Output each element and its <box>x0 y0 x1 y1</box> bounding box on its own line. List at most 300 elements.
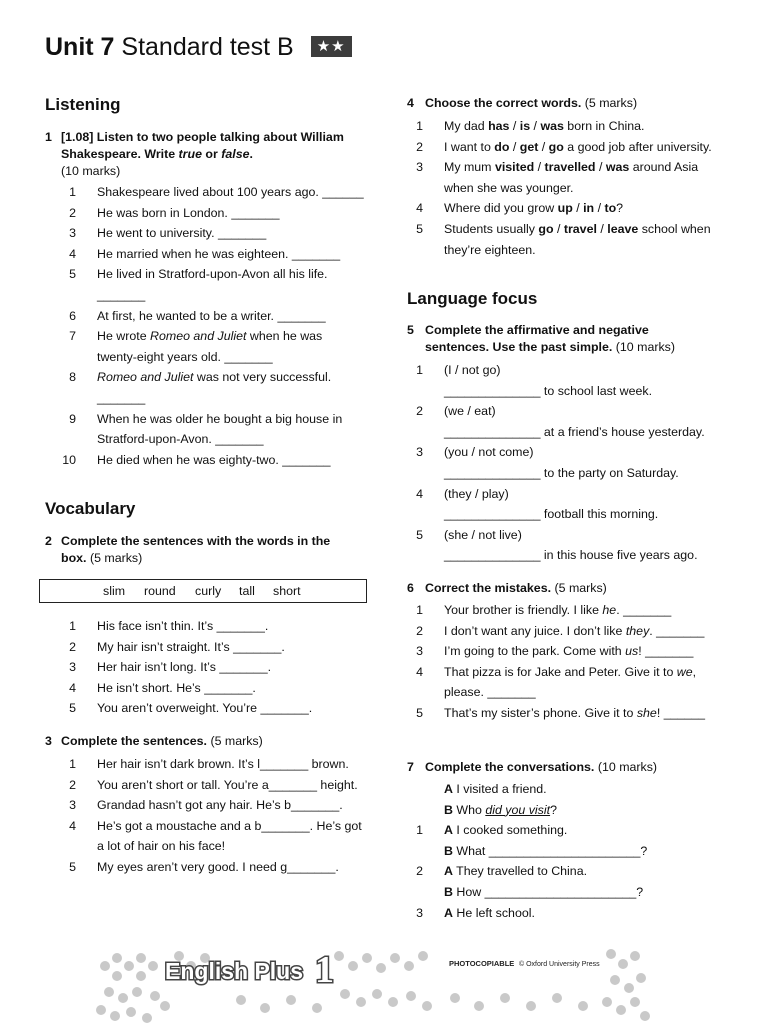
text-part: please. _______ <box>444 685 536 700</box>
pattern-dot <box>630 951 640 961</box>
list-item <box>409 219 739 240</box>
list-item <box>409 360 739 381</box>
unit-label: Unit 7 <box>45 33 115 61</box>
section-language-focus-heading: Language focus <box>407 289 538 308</box>
pattern-dot <box>624 983 634 993</box>
text-part: born in China. <box>563 119 645 133</box>
list-item <box>409 621 739 642</box>
item-text: twenty-eight years old. _______ <box>97 349 273 364</box>
text-part: / <box>509 119 520 133</box>
item-text <box>444 882 739 903</box>
list-item <box>62 367 392 388</box>
item-text: He isn’t short. He’s _______. <box>97 680 256 695</box>
question-text: Choose the correct words. <box>425 96 582 110</box>
word-option: has <box>488 119 510 133</box>
item-number: 3 <box>69 798 76 813</box>
list-item <box>409 401 739 422</box>
text-part: / <box>572 201 584 216</box>
item-number: 2 <box>416 623 423 638</box>
pattern-dot <box>390 953 400 963</box>
question-number: 5 <box>407 323 414 337</box>
pattern-dot <box>126 1007 136 1017</box>
pattern-dot <box>602 997 612 1007</box>
item-text: _______ <box>97 288 146 302</box>
item-text <box>444 861 739 882</box>
list-item <box>62 244 392 265</box>
pattern-dot <box>376 963 386 973</box>
speaker-label: B <box>444 843 453 858</box>
list-item <box>409 442 739 463</box>
pattern-dot <box>422 1001 432 1011</box>
list-item <box>62 264 392 285</box>
pattern-dot <box>388 997 398 1007</box>
list-item <box>62 409 392 430</box>
pattern-dot <box>340 989 350 999</box>
text-part: around Asia <box>629 160 699 175</box>
list-item <box>62 678 392 699</box>
text-part: He left school. <box>456 905 535 920</box>
item-text: When he was older he bought a big house in <box>97 411 343 426</box>
question-2-instruction <box>45 533 355 567</box>
item-number: 6 <box>69 308 76 323</box>
item-number: 1 <box>69 185 76 199</box>
pattern-dot <box>260 1003 270 1013</box>
pattern-dot <box>578 1001 588 1011</box>
word-box <box>39 579 367 603</box>
pattern-dot <box>312 1003 322 1013</box>
list-item <box>409 422 739 443</box>
word-option: up <box>557 201 573 216</box>
item-text: Grandad hasn’t got any hair. He’s b_______. <box>97 798 343 813</box>
item-number: 4 <box>416 201 423 216</box>
item-number: 1 <box>69 619 76 633</box>
text-part: / <box>509 139 520 154</box>
text-part: Where did you grow <box>444 201 558 216</box>
pattern-dot <box>348 961 358 971</box>
pattern-dot <box>616 1005 626 1015</box>
pattern-dot <box>124 961 134 971</box>
question-number: 4 <box>407 96 414 110</box>
item-number: 9 <box>69 411 76 426</box>
list-item <box>62 223 392 244</box>
item-text <box>444 116 739 137</box>
title-italic: Romeo and Juliet <box>150 329 247 344</box>
item-number: 2 <box>416 864 423 879</box>
pattern-dot <box>526 1001 536 1011</box>
item-text <box>444 198 739 219</box>
item-text: He died when he was eighty-two. _______ <box>97 452 331 467</box>
text-part: What ______________________? <box>456 843 648 858</box>
item-text: (you / not come) <box>444 445 534 460</box>
pattern-dot <box>474 1001 484 1011</box>
text-part: / <box>553 222 564 236</box>
question-marks: (5 marks) <box>554 581 607 595</box>
word-option: in <box>583 201 595 216</box>
list-item <box>409 800 739 821</box>
list-item <box>62 795 392 816</box>
question-text: Correct the mistakes. <box>425 581 552 595</box>
text-part: school when <box>638 222 711 236</box>
text-part: . _______ <box>649 623 705 638</box>
item-number: 7 <box>69 329 76 344</box>
list-item <box>62 857 392 878</box>
item-text: (they / play) <box>444 486 509 501</box>
list-item <box>62 450 392 471</box>
item-number: 10 <box>62 452 76 467</box>
box-word: slim <box>103 584 126 598</box>
item-text: ______________ at a friend’s house yesterday. <box>444 424 705 439</box>
item-text <box>444 779 739 800</box>
text-part: They travelled to China. <box>456 864 588 879</box>
item-text <box>444 682 739 703</box>
item-text <box>444 240 739 261</box>
item-text <box>444 219 739 240</box>
pattern-dot <box>160 1001 170 1011</box>
list-item <box>62 836 392 857</box>
word-option: travel <box>563 222 597 236</box>
false-word: false <box>221 147 250 161</box>
example-answer: did you visit <box>485 802 551 817</box>
item-number: 2 <box>416 404 423 419</box>
question-number: 2 <box>45 534 52 548</box>
list-item <box>62 429 392 450</box>
item-number: 2 <box>69 639 76 654</box>
list-item <box>409 600 739 621</box>
list-item <box>409 682 739 703</box>
text-part: / <box>538 139 549 154</box>
text-part: / <box>594 201 605 216</box>
list-item <box>409 137 739 158</box>
item-text <box>444 800 739 821</box>
text-part: when she was younger. <box>444 180 574 195</box>
speaker-label: A <box>444 823 453 838</box>
pattern-dot <box>406 991 416 1001</box>
item-text: He’s got a moustache and a b_______. He’s got <box>97 818 362 833</box>
list-item <box>62 347 392 368</box>
question-marks: (5 marks) <box>210 734 263 748</box>
list-item <box>62 754 392 775</box>
word-option: go <box>548 139 564 154</box>
text-part: I visited a friend. <box>456 782 547 796</box>
pattern-dot <box>100 961 110 971</box>
question-marks: (10 marks) <box>597 760 658 774</box>
item-text: He went to university. _______ <box>97 226 267 241</box>
pattern-dot <box>362 953 372 963</box>
pattern-dot <box>552 993 562 1003</box>
mistake-word: they <box>625 623 650 638</box>
item-text <box>444 157 739 178</box>
item-number: 1 <box>416 363 423 377</box>
item-text: (we / eat) <box>444 404 496 419</box>
pattern-dot <box>132 987 142 997</box>
item-text: Her hair isn’t dark brown. It’s l_______ brown. <box>97 757 349 771</box>
item-text: a lot of hair on his face! <box>97 839 226 854</box>
item-text <box>444 600 739 621</box>
question-text: Complete the sentences with the words in the box. <box>61 534 331 565</box>
item-text <box>97 326 392 347</box>
question-4-instruction <box>407 95 737 112</box>
text-part: That pizza is for Jake and Peter. Give it to <box>444 664 677 679</box>
item-text: He lived in Stratford-upon-Avon all his life. <box>97 267 328 282</box>
brand-logo: English Plus <box>165 958 304 984</box>
pattern-dot <box>118 993 128 1003</box>
question-marks: (5 marks) <box>89 551 143 565</box>
list-item <box>409 525 739 546</box>
mistake-word: she <box>636 706 657 720</box>
text-part: ! _______ <box>638 644 694 659</box>
word-option: was <box>540 119 564 133</box>
word-option: travelled <box>544 160 596 175</box>
question-number: 6 <box>407 581 414 595</box>
item-number: 4 <box>416 664 423 679</box>
item-text: His face isn’t thin. It’s _______. <box>97 619 269 633</box>
item-text: (I / not go) <box>444 363 501 377</box>
word-option: to <box>604 201 617 216</box>
item-text <box>444 137 739 158</box>
text-part: / <box>595 160 606 175</box>
item-text: ______________ to school last week. <box>444 383 653 398</box>
item-number: 5 <box>69 267 76 282</box>
item-text: My eyes aren’t very good. I need g_______. <box>97 860 339 874</box>
item-number: 8 <box>69 370 76 385</box>
list-item <box>409 882 739 903</box>
word-option: is <box>519 119 531 133</box>
pattern-dot <box>286 995 296 1005</box>
list-item <box>409 157 739 178</box>
page-title <box>45 33 352 62</box>
list-item <box>62 306 392 327</box>
pattern-dot <box>636 973 646 983</box>
list-item <box>409 703 739 724</box>
pattern-dot <box>236 995 246 1005</box>
text-part: they’re eighteen. <box>444 242 536 257</box>
box-word: round <box>144 584 176 598</box>
pattern-dot <box>356 997 366 1007</box>
word-option: leave <box>607 222 639 236</box>
word-option: go <box>538 222 554 236</box>
item-text <box>97 367 392 388</box>
mistake-word: us <box>625 644 639 659</box>
item-text: Shakespeare lived about 100 years ago. ______ <box>97 185 364 199</box>
pattern-dot <box>112 971 122 981</box>
item-number: 3 <box>416 445 423 460</box>
title-italic: Romeo and Juliet <box>97 370 194 385</box>
item-text <box>444 903 739 924</box>
question-text: Complete the conversations. <box>425 760 595 774</box>
box-word: curly <box>195 584 222 598</box>
list-item <box>62 775 392 796</box>
level-logo: 1 <box>315 949 334 991</box>
item-text <box>444 662 739 683</box>
text-part: I want to <box>444 139 495 154</box>
question-number: 7 <box>407 760 414 774</box>
item-number: 3 <box>416 644 423 659</box>
list-item <box>409 178 739 199</box>
text-part: Who <box>456 802 486 817</box>
text-part: / <box>596 222 608 236</box>
text-part: That’s my sister’s phone. Give it to <box>444 706 637 720</box>
text-part: when he was <box>246 329 323 344</box>
difficulty-stars-badge: ★★ <box>311 36 352 57</box>
item-number: 3 <box>416 160 423 175</box>
word-option: was <box>605 160 630 175</box>
text-part: I don’t want any juice. I don’t like <box>444 623 626 638</box>
text-part: a good job after university. <box>563 139 712 154</box>
item-text <box>444 841 739 862</box>
text-part: Students usually <box>444 222 539 236</box>
list-item <box>409 484 739 505</box>
question-marks: (10 marks) <box>615 340 675 354</box>
item-number: 3 <box>69 226 76 241</box>
text-part: , <box>692 664 697 679</box>
pattern-dot <box>136 953 146 963</box>
text-part: ? <box>550 802 557 817</box>
item-text <box>444 641 739 662</box>
item-number: 5 <box>69 860 76 874</box>
item-number: 4 <box>69 818 76 833</box>
box-word: tall <box>239 584 255 598</box>
item-number: 5 <box>416 527 423 542</box>
item-number: 1 <box>416 603 423 617</box>
item-text: He was born in London. _______ <box>97 205 280 220</box>
item-number: 4 <box>416 486 423 501</box>
text-part: ? <box>616 201 624 216</box>
item-text: Her hair isn’t long. It’s _______. <box>97 660 272 675</box>
list-item <box>409 240 739 261</box>
list-item <box>409 545 739 566</box>
speaker-label: B <box>444 885 453 899</box>
decorative-pattern <box>95 936 651 1024</box>
list-item <box>62 698 392 719</box>
word-option: do <box>494 139 510 154</box>
list-item <box>409 198 739 219</box>
item-number: 3 <box>416 905 423 920</box>
item-number: 1 <box>69 757 76 771</box>
list-item <box>62 816 392 837</box>
word-option: visited <box>494 160 535 175</box>
item-text: At first, he wanted to be a writer. _______ <box>97 308 326 323</box>
question-6-instruction <box>407 580 737 597</box>
item-number: 5 <box>416 222 423 236</box>
list-item <box>62 326 392 347</box>
pattern-dot <box>404 961 414 971</box>
item-number: 5 <box>69 701 76 716</box>
text-part: ! ______ <box>656 706 706 720</box>
pattern-dot <box>450 993 460 1003</box>
text-part: Your brother is friendly. I like <box>444 603 603 617</box>
list-item <box>62 637 392 658</box>
list-item <box>409 861 739 882</box>
period: . <box>249 147 253 161</box>
test-title: Standard test B <box>121 33 294 61</box>
item-text: (she / not live) <box>444 527 522 542</box>
speaker-label: B <box>444 802 453 817</box>
speaker-label: A <box>444 864 453 879</box>
pattern-dot <box>104 987 114 997</box>
or-word: or <box>201 147 222 161</box>
pattern-dot <box>112 953 122 963</box>
list-item <box>409 779 739 800</box>
question-number: 1 <box>45 130 52 144</box>
item-text: Stratford-upon-Avon. _______ <box>97 432 264 447</box>
speaker-label: A <box>444 782 453 796</box>
text-part: He wrote <box>97 329 151 344</box>
list-item <box>409 641 739 662</box>
text-part: My mum <box>444 160 495 175</box>
pattern-dot <box>136 971 146 981</box>
item-number: 3 <box>69 660 76 675</box>
list-item <box>409 662 739 683</box>
footer-banner <box>95 936 651 1024</box>
section-listening-heading: Listening <box>45 95 121 114</box>
item-text: _______ <box>97 391 146 405</box>
list-item <box>409 381 739 402</box>
box-word: short <box>273 584 301 598</box>
text-part: / <box>530 119 541 133</box>
mistake-word: we <box>676 664 693 679</box>
item-number: 4 <box>69 680 76 695</box>
text-part: . _______ <box>616 603 672 617</box>
text-part: My dad <box>444 119 489 133</box>
pattern-dot <box>606 949 616 959</box>
text-part: was not very successful. <box>193 370 332 385</box>
item-number: 4 <box>69 246 76 261</box>
list-item <box>62 657 392 678</box>
item-number: 5 <box>416 706 423 720</box>
pattern-dot <box>110 1011 120 1021</box>
item-text <box>444 820 739 841</box>
text-part: I’m going to the park. Come with <box>444 644 626 659</box>
item-text <box>444 621 739 642</box>
question-5-instruction <box>407 322 707 356</box>
section-vocabulary-heading: Vocabulary <box>45 499 136 518</box>
question-text: Complete the sentences. <box>61 734 207 748</box>
item-text: ______________ in this house five years ago. <box>444 548 698 563</box>
question-text: [1.08] Listen to two people talking about William Shakespeare. Write <box>61 130 344 161</box>
item-text: ______________ football this morning. <box>444 507 659 522</box>
list-item <box>409 903 739 924</box>
text-part: I cooked something. <box>456 823 568 838</box>
item-text <box>444 703 739 724</box>
list-item <box>62 388 392 409</box>
item-number: 2 <box>69 777 76 792</box>
speaker-label: A <box>444 905 453 920</box>
item-text <box>444 178 739 199</box>
pattern-dot <box>640 1011 650 1021</box>
text-part: How ______________________? <box>456 885 644 899</box>
list-item <box>409 463 739 484</box>
item-text: You aren’t overweight. You’re _______. <box>97 701 313 716</box>
copyright-label: © Oxford University Press <box>519 961 600 968</box>
question-3-instruction <box>45 733 365 750</box>
pattern-dot <box>150 991 160 1001</box>
question-1-instruction <box>45 129 365 180</box>
list-item <box>409 116 739 137</box>
list-item <box>62 616 392 637</box>
pattern-dot <box>630 997 640 1007</box>
item-number: 1 <box>416 119 423 133</box>
pattern-dot <box>372 989 382 999</box>
item-text: You aren’t short or tall. You’re a_______ height. <box>97 777 358 792</box>
list-item <box>62 203 392 224</box>
list-item <box>409 820 739 841</box>
list-item <box>62 285 392 306</box>
photocopiable-label: PHOTOCOPIABLE <box>449 959 515 968</box>
item-number: 2 <box>69 205 76 220</box>
item-number: 1 <box>416 823 423 838</box>
pattern-dot <box>148 961 158 971</box>
question-number: 3 <box>45 734 52 748</box>
